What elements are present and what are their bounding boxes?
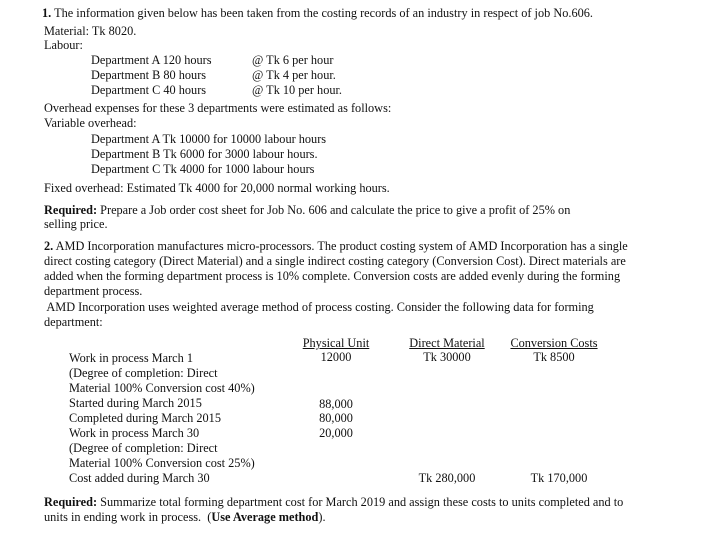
table-cell-dm: Tk 30000 [423, 350, 471, 364]
table-cell-cc: Tk 8500 [533, 350, 575, 364]
table-cell-units: 20,000 [319, 426, 353, 440]
q1-material: Material: Tk 8020. [44, 24, 137, 38]
q1-overhead-intro: Overhead expenses for these 3 departments were estimated as follows: [44, 101, 392, 115]
col-header-physical-unit: Physical Unit [302, 336, 370, 350]
q2-para-line1 [44, 239, 628, 253]
q1-number: 1. [42, 6, 52, 20]
table-row-label: Work in process March 30 [69, 426, 200, 440]
q2-method-line1: AMD Incorporation uses weighted average method of process costing. Consider the following data for forming [44, 300, 594, 314]
table-row-label: Completed during March 2015 [69, 411, 221, 425]
variable-dept-a: Department A Tk 10000 for 10000 labour hours [91, 132, 327, 146]
col-header-direct-material: Direct Material [409, 336, 485, 350]
q1-intro-line [42, 6, 593, 20]
variable-dept-c: Department C Tk 4000 for 1000 labour hours [91, 162, 315, 176]
labour-rate-c: @ Tk 10 per hour. [252, 83, 342, 97]
q1-fixed-overhead: Fixed overhead: Estimated Tk 4000 for 20,000 normal working hours. [44, 181, 390, 195]
q2-para-line2: direct costing category (Direct Material) and a single indirect costing category (Conversion Cost). Direct materials are [44, 254, 626, 268]
labour-rate-b: @ Tk 4 per hour. [252, 68, 336, 82]
q2-required-label: Required: [44, 495, 98, 509]
labour-dept-a: Department A 120 hours [91, 53, 212, 67]
table-row-label: Material 100% Conversion cost 40%) [69, 381, 255, 395]
q2-required-text: Summarize total forming department cost for March 2019 and assign these costs to units completed and to [100, 495, 624, 509]
q1-required-line2: selling price. [44, 217, 108, 231]
q1-required-label: Required: [44, 203, 98, 217]
q1-labour-heading: Labour: [44, 38, 83, 52]
table-cell-dm: Tk 280,000 [418, 471, 476, 485]
table-cell-cc: Tk 170,000 [530, 471, 588, 485]
q2-required-method: Use Average method [211, 510, 319, 524]
q2-para-line3: added when the forming department process is 10% complete. Conversion costs are added evenly during the forming [44, 269, 621, 283]
labour-rate-a: @ Tk 6 per hour [252, 53, 334, 67]
labour-dept-b: Department B 80 hours [91, 68, 207, 82]
q2-required-text2: units in ending work in process. ( [44, 510, 212, 524]
table-row-label: (Degree of completion: Direct [69, 441, 218, 455]
q2-required-line1 [44, 495, 623, 509]
q2-required-text3: ). [318, 510, 326, 524]
labour-dept-c: Department C 40 hours [91, 83, 207, 97]
table-cell-units: 12000 [320, 350, 352, 364]
col-header-conversion-costs: Conversion Costs [510, 336, 598, 350]
q2-method-line2: department: [44, 315, 103, 329]
q2-number: 2. [44, 239, 54, 253]
q1-required-text: Prepare a Job order cost sheet for Job No. 606 and calculate the price to give a profit of 25% on [100, 203, 571, 217]
table-row-label: Started during March 2015 [69, 396, 202, 410]
q2-para-text1: AMD Incorporation manufactures micro-processors. The product costing system of AMD Incorporation has a single [55, 239, 628, 253]
q1-intro: The information given below has been taken from the costing records of an industry in respect of job No.606. [54, 6, 593, 20]
variable-dept-b: Department B Tk 6000 for 3000 labour hours. [91, 147, 318, 161]
q2-para-line4: department process. [44, 284, 143, 298]
table-row-label: Material 100% Conversion cost 25%) [69, 456, 255, 470]
table-row-label: (Degree of completion: Direct [69, 366, 218, 380]
table-row-label: Work in process March 1 [69, 351, 193, 365]
table-cell-units: 88,000 [319, 397, 353, 411]
table-cell-units: 80,000 [319, 411, 353, 425]
q2-required-line2 [44, 510, 326, 524]
q1-required-line1 [44, 203, 570, 217]
table-row-label: Cost added during March 30 [69, 471, 210, 485]
q1-variable-heading: Variable overhead: [44, 116, 137, 130]
